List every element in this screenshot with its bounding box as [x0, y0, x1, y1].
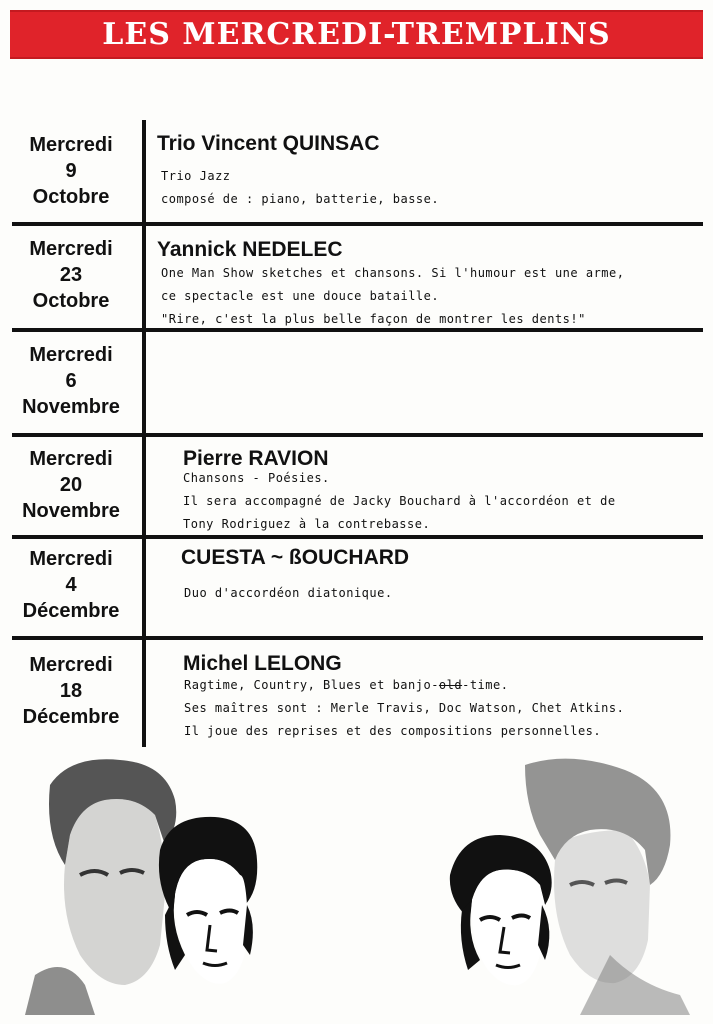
- event-description: [184, 674, 624, 743]
- row-divider: [12, 433, 703, 437]
- day-label: Mercredi: [29, 344, 113, 366]
- month-label: Novembre: [22, 500, 120, 522]
- event-date: [0, 342, 142, 420]
- day-number: 9: [65, 160, 77, 182]
- day-label: Mercredi: [29, 548, 113, 570]
- event-date: [0, 652, 142, 730]
- description-line: One Man Show sketches et chansons. Si l'humour est une arme,: [161, 266, 625, 280]
- event-title: CUESTA ~ ßOUCHARD: [181, 546, 410, 569]
- description-line: "Rire, c'est la plus belle façon de montrer les dents!": [161, 312, 586, 326]
- event-title: Yannick NEDELEC: [157, 238, 343, 261]
- day-label: Mercredi: [29, 238, 113, 260]
- event-title: Michel LELONG: [183, 652, 342, 675]
- month-label: Novembre: [22, 396, 120, 418]
- event-title: Pierre RAVION: [183, 447, 329, 470]
- day-label: Mercredi: [29, 654, 113, 676]
- description-line: Chansons - Poésies.: [183, 471, 330, 485]
- row-divider: [12, 222, 703, 226]
- description-line: Ses maîtres sont : Merle Travis, Doc Watson, Chet Atkins.: [184, 701, 625, 715]
- page-title: LES MERCREDI-TREMPLINS: [102, 17, 611, 52]
- text-fragment: -time.: [462, 678, 509, 692]
- portrait-illustration-right: [440, 755, 690, 1015]
- month-label: Octobre: [32, 186, 110, 208]
- description-line: composé de : piano, batterie, basse.: [161, 192, 440, 206]
- event-date: [0, 132, 142, 210]
- event-date: [0, 546, 142, 624]
- day-number: 4: [65, 574, 77, 596]
- row-divider: [12, 636, 703, 640]
- description-line: Trio Jazz: [161, 169, 231, 183]
- day-label: Mercredi: [29, 134, 113, 156]
- description-line: Duo d'accordéon diatonique.: [184, 586, 393, 600]
- day-number: 23: [59, 264, 83, 286]
- description-line: Il sera accompagné de Jacky Bouchard à l'accordéon et de: [183, 494, 616, 508]
- event-title: Trio Vincent QUINSAC: [157, 132, 380, 155]
- month-label: Décembre: [22, 706, 120, 728]
- day-number: 6: [65, 370, 77, 392]
- event-description: [183, 467, 616, 536]
- event-description: [161, 262, 624, 331]
- event-description: [161, 165, 439, 211]
- event-date: [0, 236, 142, 314]
- description-line: ce spectacle est une douce bataille.: [161, 289, 440, 303]
- text-fragment: Ragtime, Country, Blues et banjo-: [184, 678, 439, 692]
- description-line: Tony Rodriguez à la contrebasse.: [183, 517, 431, 531]
- portrait-illustration-left: [25, 755, 270, 1015]
- day-number: 18: [59, 680, 83, 702]
- description-line: [184, 674, 624, 697]
- month-label: Décembre: [22, 600, 120, 622]
- day-label: Mercredi: [29, 448, 113, 470]
- struck-text: old: [438, 678, 463, 692]
- month-label: Octobre: [32, 290, 110, 312]
- header-banner: [10, 10, 703, 59]
- event-description: [184, 582, 393, 605]
- event-date: [0, 446, 142, 524]
- day-number: 20: [59, 474, 83, 496]
- description-line: Il joue des reprises et des compositions personnelles.: [184, 724, 602, 738]
